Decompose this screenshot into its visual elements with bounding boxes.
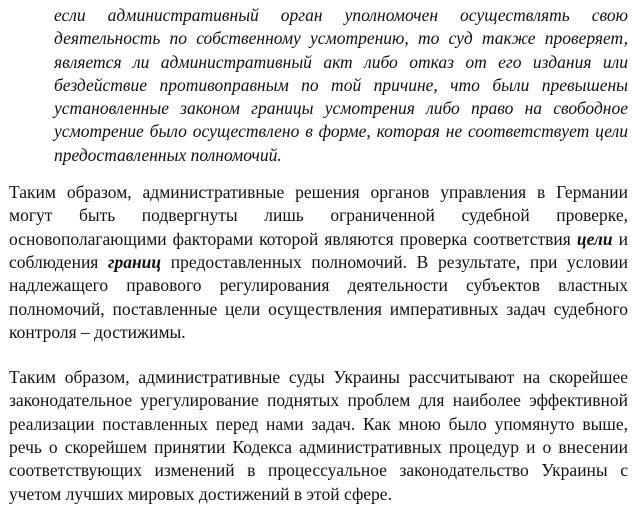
quoted-passage: если административный орган уполномочен осуществлять свою деятельность по собственному усмотрению, то суд также проверяет, является ли административный акт либо отказ от его издания или бездействие противоправным по той причине, что были превышены установленные законом границы усмотрения либо право на свободное усмотрение было осуществлено в форме, которая не соответствует цели предоставленных полномочий. [54, 5, 628, 165]
paragraph-germany-text-1: Таким образом, административные решения органов управления в Германии могут быть подвергнуты лишь ограниченной судебной проверке, основополагающими факторами которой являются проверка соответствия [9, 182, 628, 249]
paragraph-germany [9, 181, 628, 344]
emphasis-goal: цели [576, 228, 613, 249]
paragraph-ukraine: Таким образом, административные суды Украины рассчитывают на скорейшее законодательное урегулирование поднятых проблем для наиболее эффективной реализации поставленных перед нами задач. Как мною было упомянуто выше, речь о скорейшем принятии Кодекса административных процедур и о внесении соответствующих изменений в процессуальное законодательство Украины с учетом лучших мировых достижений в этой сфере. [9, 367, 628, 504]
paragraph-germany-text-2: и соблюдения [9, 228, 628, 272]
paragraph-germany-text-3: предоставленных полномочий. В результате, при условии надлежащего правового регулирования деятельности субъектов властных полномочий, поставленные цели осуществления императивных задач судебного контроля – достижимы. [9, 251, 628, 342]
emphasis-limits: границ [108, 251, 162, 272]
